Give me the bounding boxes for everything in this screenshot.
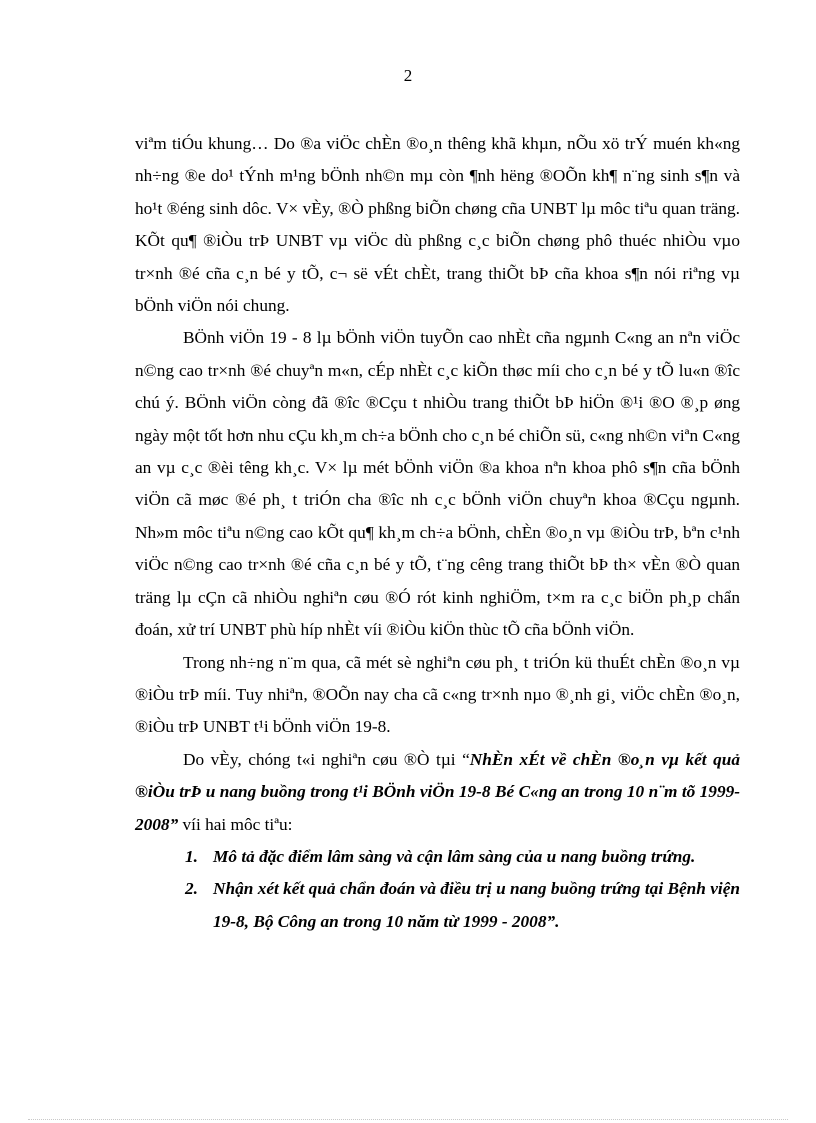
paragraph-hospital: BÖnh viÖn 19 - 8 lµ bÖnh viÖn tuyÕn cao nhÈt cña ngµnh C«ng an nªn viÖc n©ng cao tr×nh ®é chuyªn m«n, cÉp nhÈt c¸c kiÕn thøc míi cho c¸n bé y tÕ lu«n ®îc chú ý. BÖnh viÖn còng đã ®îc ®Cçu t nhiÒu trang thiÕt bÞ hiÖn ®¹i ®O ®¸p øng ngày một tốt hơn nhu cÇu kh¸m ch÷a bÖnh cho c¸n bé chiÕn sü, c«ng nh©n viªn C«ng an vµ c¸c ®èi têng kh¸c. V× lµ mét bÖnh viÖn ®a khoa nªn khoa phô s¶n cña bÖnh viÖn cã møc ®é ph¸ t triÓn cha ®îc nh c¸c bÖnh viÖn chuyªn khoa ®Cçu ngµnh. Nh»m môc tiªu n©ng cao kÕt qu¶ kh¸m ch÷a bÖnh, chÈn ®o¸n vµ ®iÒu trÞ, bªn c¹nh viÖc n©ng cao tr×nh ®é cña c¸n bé y tÕ, t¨ng cêng trang thiÕt bÞ th× vÈn ®Ò quan träng lµ cÇn cã nhiÒu nghiªn cøu ®Ó rót kinh nghiÖm, t×m ra c¸c biÖn ph¸p chẩn đoán, xử trí UNBT phù híp nhÈt víi ®iÒu kiÖn thùc tÕ cña bÖnh viÖn. — [135, 328, 740, 640]
study-intro-lead: Do vÈy, chóng t«i nghiªn cøu ®Ò tµi “ — [183, 749, 470, 769]
document-body — [135, 128, 740, 938]
objective-item — [135, 841, 740, 873]
paragraph-research-gap: Trong nh÷ng n¨m qua, cã mét sè nghiªn cøu ph¸ t triÓn kü thuÉt chÈn ®o¸n vµ ®iÒu trÞ míi. Tuy nhiªn, ®OÕn nay cha cã c«ng tr×nh nµo ®¸nh gi¸ viÖc chÈn ®o¸n, ®iÒu trÞ UNBT t¹i bÖnh viÖn 19-8. — [135, 652, 740, 737]
objective-text: Nhận xét kết quả chẩn đoán và điều trị u nang buồng trứng tại Bệnh viện 19-8, Bộ Công an trong 10 năm từ 1999 - 2008”. — [213, 879, 740, 931]
objectives-list — [135, 841, 740, 938]
objective-item — [135, 873, 740, 938]
study-title: NhÈn xÉt về chÈn ®o¸n vµ kết quả ®iÒu trÞ u nang buồng trong t¹i BÖnh viÖn 19-8 Bé C«ng an trong 10 n¨m tõ 1999-2008” — [135, 749, 741, 834]
page-bottom-rule — [28, 1119, 788, 1120]
paragraph-study-intro — [135, 744, 740, 841]
study-intro-tail: víi hai môc tiªu: — [178, 814, 293, 834]
objective-text: Mô tả đặc điểm lâm sàng và cận lâm sàng của u nang buồng trứng. — [213, 846, 696, 866]
page-number: 2 — [403, 66, 413, 85]
paragraph-continuation: viªm tiÓu khung… Do ®a viÖc chÈn ®o¸n thêng khã khµn, nÕu xö trÝ muén kh«ng nh÷ng ®e do¹ tÝnh m¹ng bÖnh nh©n mµ còn ¶nh hëng ®OÕn kh¶ n¨ng sinh s¶n và ho¹t ®éng sinh dôc. V× vÈy, ®Ò phßng biÕn chøng cña UNBT lµ môc tiªu quan träng. KÕt qu¶ ®iÒu trÞ UNBT vµ viÖc dù phßng c¸c biÕn chøng phô thuéc nhiÒu vµo tr×nh ®é cña c¸n bé y tÕ, c¬ së vÉt chÈt, trang thiÕt bÞ cña khoa s¶n nói riªng vµ bÖnh viÖn nói chung. — [135, 134, 740, 316]
objective-number: 2. — [185, 879, 198, 899]
objective-number: 1. — [185, 846, 198, 866]
